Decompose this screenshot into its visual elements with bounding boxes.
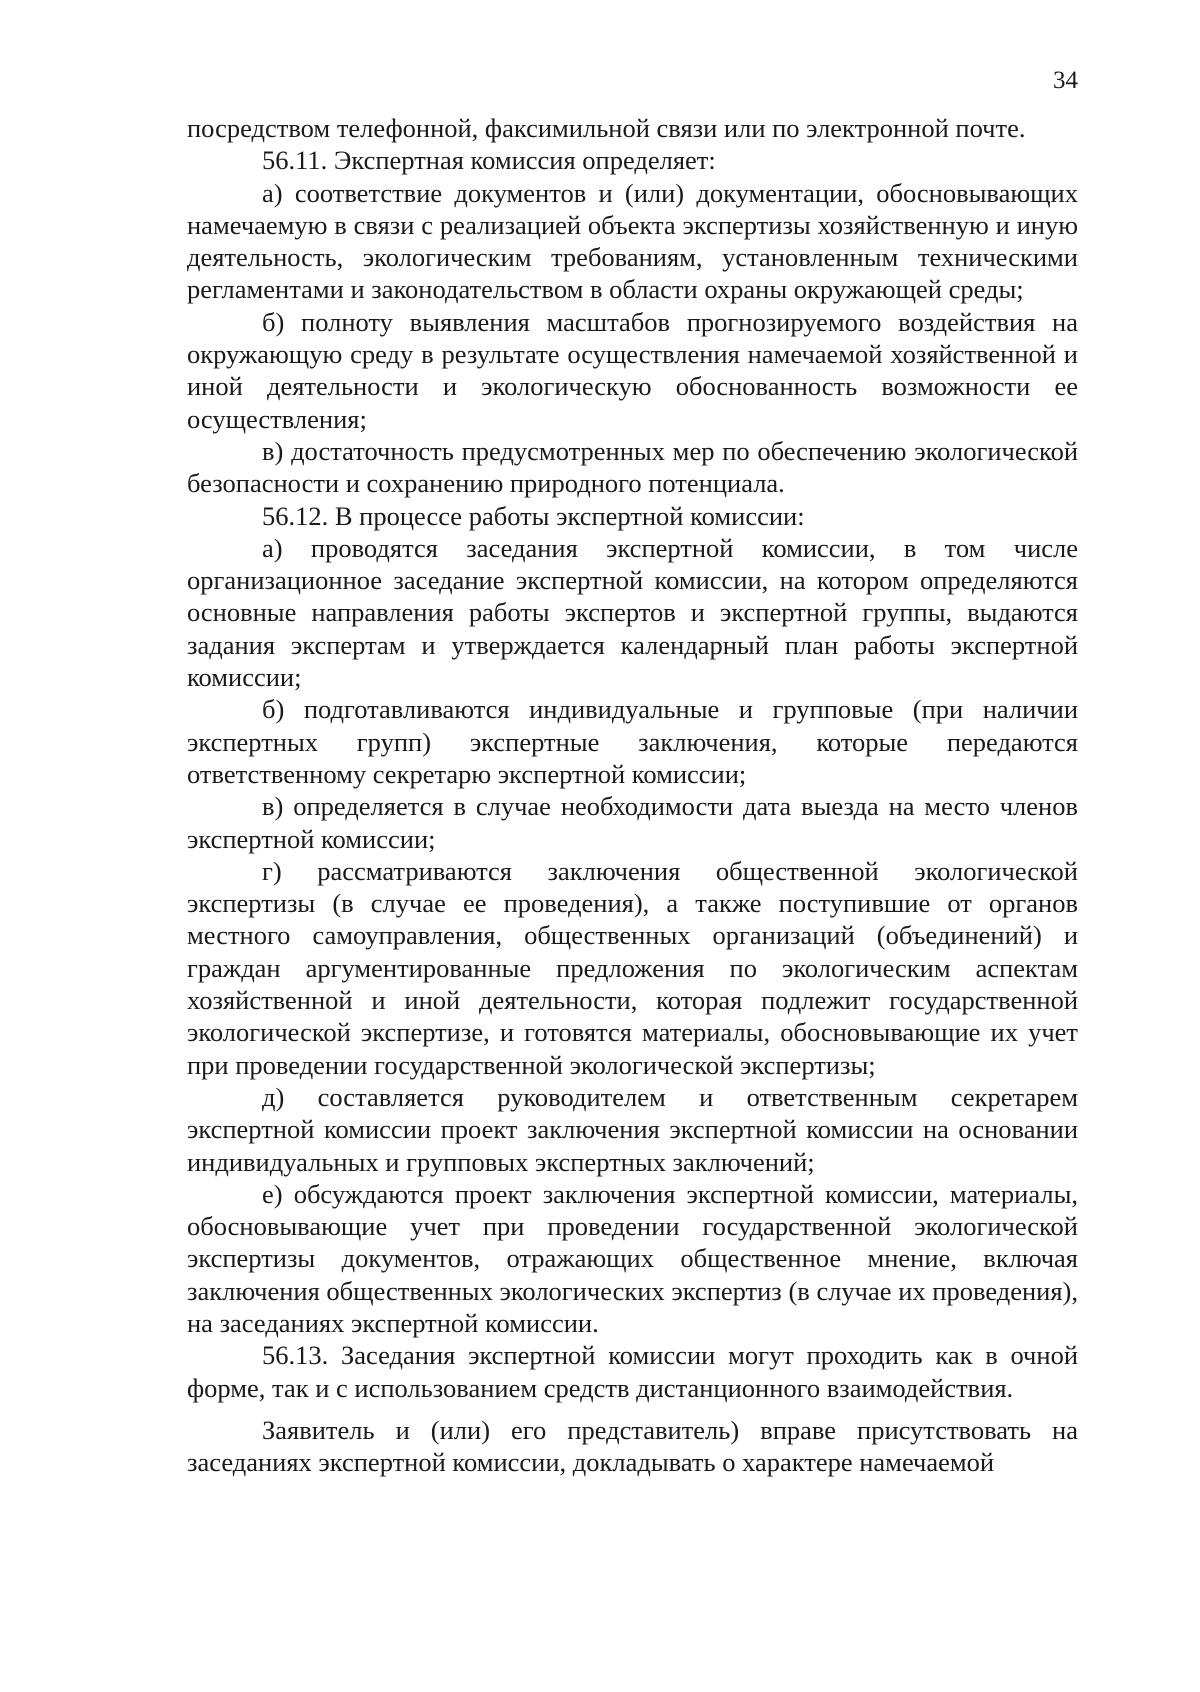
section-heading-56-12: 56.12. В процессе работы экспертной комиссии: [262, 500, 805, 531]
list-item-a: а) соответствие документов и (или) документации, обосновывающих намечаемую в связи с реализацией объекта экспертизы хозяйственную и иную деятельность, экологическим требованиям, установленным техническими регламентами и законодательством в области охраны окружающей среды; [187, 177, 1078, 305]
page-number: 34 [1053, 67, 1078, 94]
list-item-b: б) подготавливаются индивидуальные и групповые (при наличии экспертных групп) экспертные заключения, которые передаются ответственному секретарю экспертной комиссии; [187, 694, 1078, 789]
list-item-a: а) проводятся заседания экспертной комиссии, в том числе организационное заседание экспертной комиссии, на котором определяются основные направления работы экспертов и экспертной группы, выдаются задания экспертам и утверждается календарный план работы экспертной комиссии; [187, 532, 1078, 693]
paragraph-continuation: посредством телефонной, факсимильной связи или по электронной почте. [187, 113, 1026, 143]
list-item-g: г) рассматриваются заключения общественной экологической экспертизы (в случае ее проведения), а также поступившие от органов местного самоуправления, общественных организаций (объединений) и граждан аргументированные предложения по экологическим аспектам хозяйственной и иной деятельности, которая подлежит государственной экологической экспертизе, и готовятся материалы, обосновывающие их учет при проведении государственной экологической экспертизы; [187, 855, 1078, 1080]
section-heading-56-11: 56.11. Экспертная комиссия определяет: [262, 145, 716, 176]
paragraph-applicant: Заявитель и (или) его представитель) вправе присутствовать на заседаниях экспертной комиссии, докладывать о характере намечаемой [187, 1414, 1078, 1478]
document-body [187, 112, 1078, 1478]
list-item-b: б) полноту выявления масштабов прогнозируемого воздействия на окружающую среду в результате осуществления намечаемой хозяйственной и иной деятельности и экологическую обоснованность возможности ее осуществления; [187, 306, 1078, 434]
section-paragraph-56-13: 56.13. Заседания экспертной комиссии могут проходить как в очной форме, так и с использованием средств дистанционного взаимодействия. [187, 1340, 1078, 1403]
list-item-d: д) составляется руководителем и ответственным секретарем экспертной комиссии проект заключения экспертной комиссии на основании индивидуальных и групповых экспертных заключений; [187, 1081, 1078, 1177]
list-item-v: в) достаточность предусмотренных мер по обеспечению экологической безопасности и сохранению природного потенциала. [187, 435, 1078, 499]
list-item-v: в) определяется в случае необходимости дата выезда на место членов экспертной комиссии; [187, 791, 1078, 854]
list-item-e: е) обсуждаются проект заключения экспертной комиссии, материалы, обосновывающие учет при проведении государственной экологической экспертизы документов, отражающих общественное мнение, включая заключения общественных экологических экспертиз (в случае их проведения), на заседаниях экспертной комиссии. [187, 1178, 1078, 1338]
